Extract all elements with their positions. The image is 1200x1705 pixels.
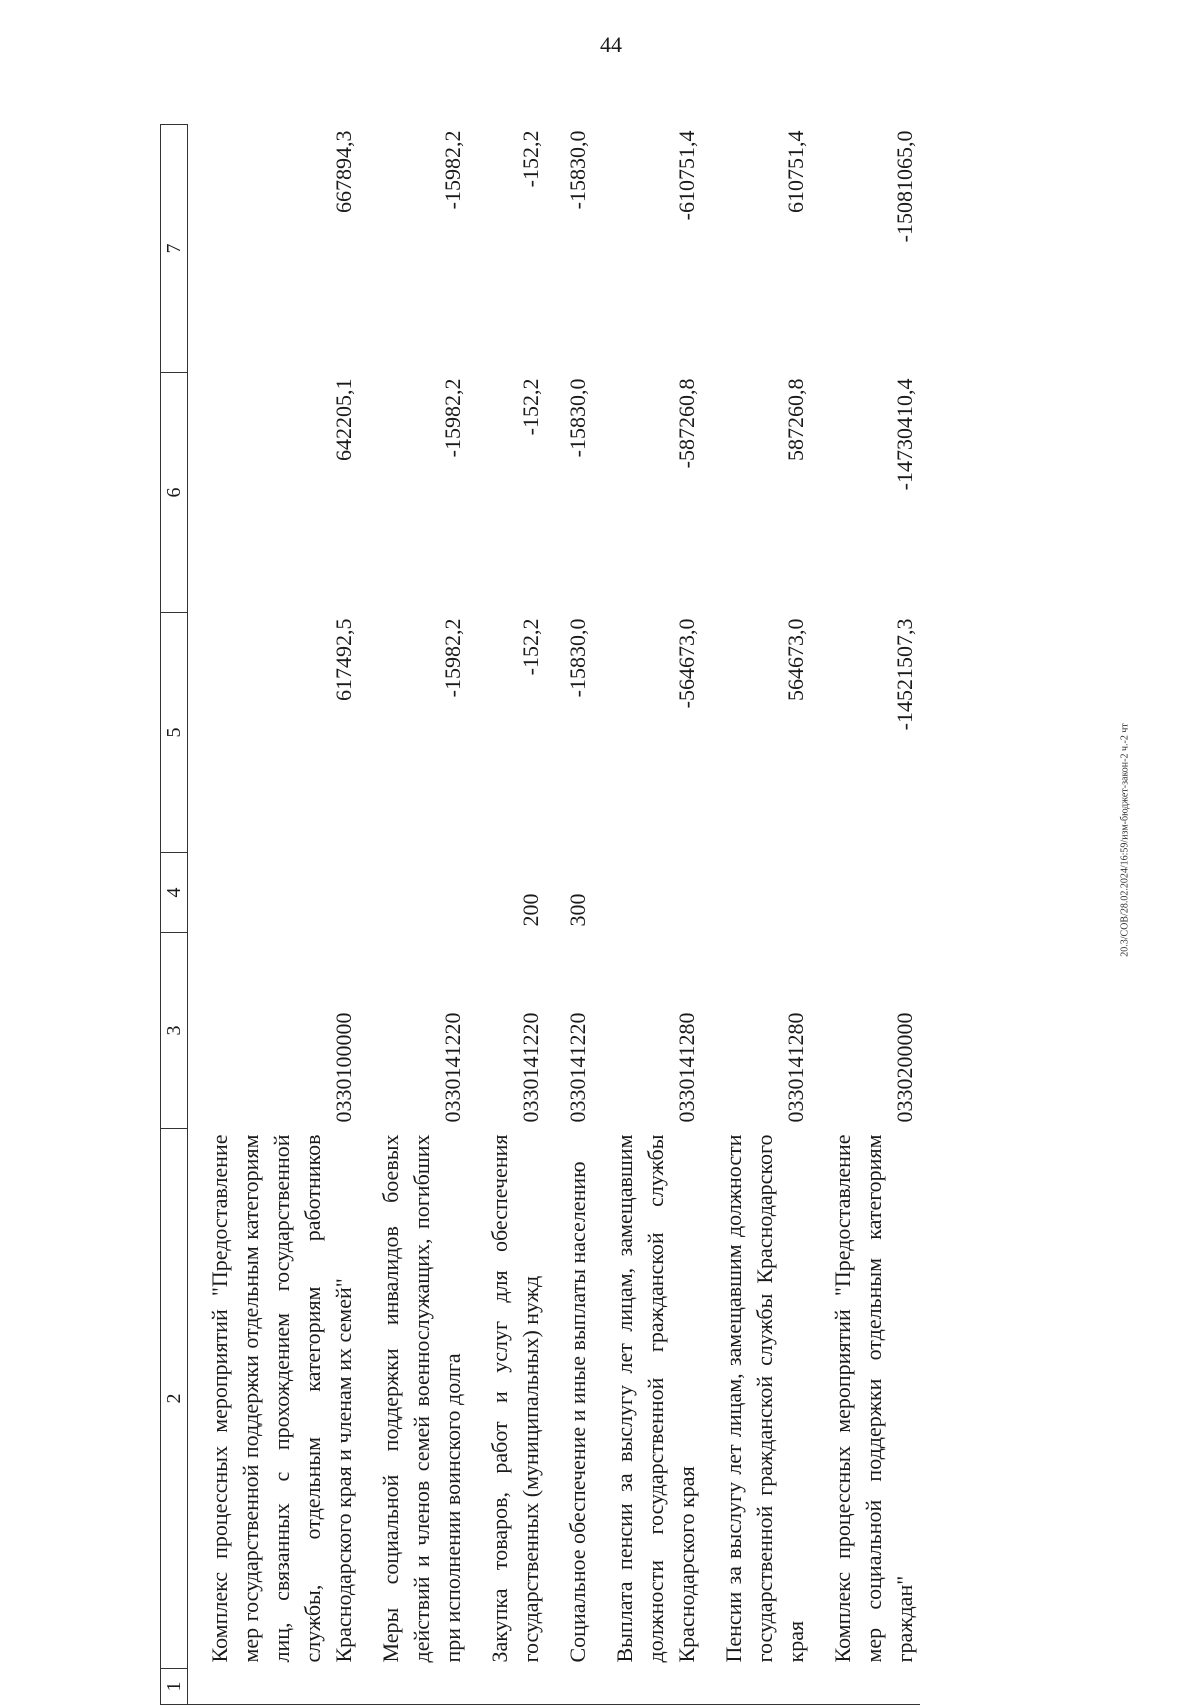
row-value-col5: -14521507,3 [892,618,917,731]
header-col-1: 1 [161,1669,188,1705]
table-row [468,125,546,1705]
row-expense-type: 200 [518,893,543,927]
row-value-col5: 617492,5 [331,618,356,701]
row-value-col7: -15081065,0 [892,130,917,243]
header-col-7: 7 [161,125,188,373]
row-code: 0330141280 [783,1012,808,1123]
row-description: Пенсии за выслугу лет лицам, замещавшим должности государственной гражданской службы Краснодарского края [721,1134,808,1663]
row-value-col5: -15982,2 [440,618,465,698]
page-number: 44 [600,32,622,57]
row-code: 0330200000 [892,1012,917,1123]
row-description: Комплекс процессных мероприятий "Предоставление мер социальной поддержки отдельным категориям граждан" [830,1134,917,1663]
row-description: Меры социальной поддержки инвалидов боевых действий и членов семей военнослужащих, погибших при исполнении воинского долга [378,1134,465,1663]
budget-table-container [160,125,1000,1705]
table-row [593,125,702,1705]
table-row [546,125,593,1705]
table-row [359,125,468,1705]
table-row [188,125,360,1705]
row-expense-type: 300 [565,893,590,927]
row-description: Социальное обеспечение и иные выплаты населению [565,1161,590,1663]
row-code: 0330141220 [440,1012,465,1123]
table-row [811,125,920,1705]
row-value-col7: 667894,3 [331,130,356,213]
row-value-col5: 564673,0 [783,618,808,701]
header-col-5: 5 [161,613,188,853]
row-description: Закупка товаров, работ и услуг для обеспечения государственных (муниципальных) нужд [487,1134,543,1663]
budget-table [160,124,920,1705]
row-value-col5: -564673,0 [674,618,699,709]
row-value-col6: -152,2 [518,378,543,436]
row-code: 0330141280 [674,1012,699,1123]
row-value-col5: -15830,0 [565,618,590,698]
header-col-6: 6 [161,373,188,613]
row-expense-type [359,853,468,933]
row-value-col7: -152,2 [518,130,543,188]
row-value-col5: -152,2 [518,618,543,676]
row-code: 0330100000 [331,1012,356,1123]
row-value-col6: -15830,0 [565,378,590,458]
row-value-col6: 587260,8 [783,378,808,461]
row-code: 0330141220 [518,1012,543,1123]
header-col-3: 3 [161,933,188,1129]
header-col-2: 2 [161,1129,188,1669]
row-description: Выплата пенсии за выслугу лет лицам, замещавшим должности государственной гражданской службы Краснодарского края [612,1134,699,1663]
row-expense-type [188,853,360,933]
row-description: Комплекс процессных мероприятий "Предоставление мер государственной поддержки отдельным категориям лиц, связанных с прохождением государственной службы, отдельным категориям работников Краснодарского края и членам их семей" [207,1134,356,1663]
row-value-col7: 610751,4 [783,130,808,213]
row-value-col6: 642205,1 [331,378,356,461]
row-value-col6: -587260,8 [674,378,699,469]
row-value-col7: -15982,2 [440,130,465,210]
row-value-col7: -610751,4 [674,130,699,221]
header-row [161,125,188,1705]
table-row [702,125,811,1705]
header-col-4: 4 [161,853,188,933]
row-value-col6: -15982,2 [440,378,465,458]
row-value-col7: -15830,0 [565,130,590,210]
row-code: 0330141220 [565,1012,590,1123]
row-expense-type [811,853,920,933]
document-code: 20.3/СОВ/28.02.2024/16:59/изм-бюджет-закон-2 ч.-2 чт [1119,723,1131,957]
row-expense-type [702,853,811,933]
row-value-col6: -14730410,4 [892,378,917,491]
row-expense-type [593,853,702,933]
